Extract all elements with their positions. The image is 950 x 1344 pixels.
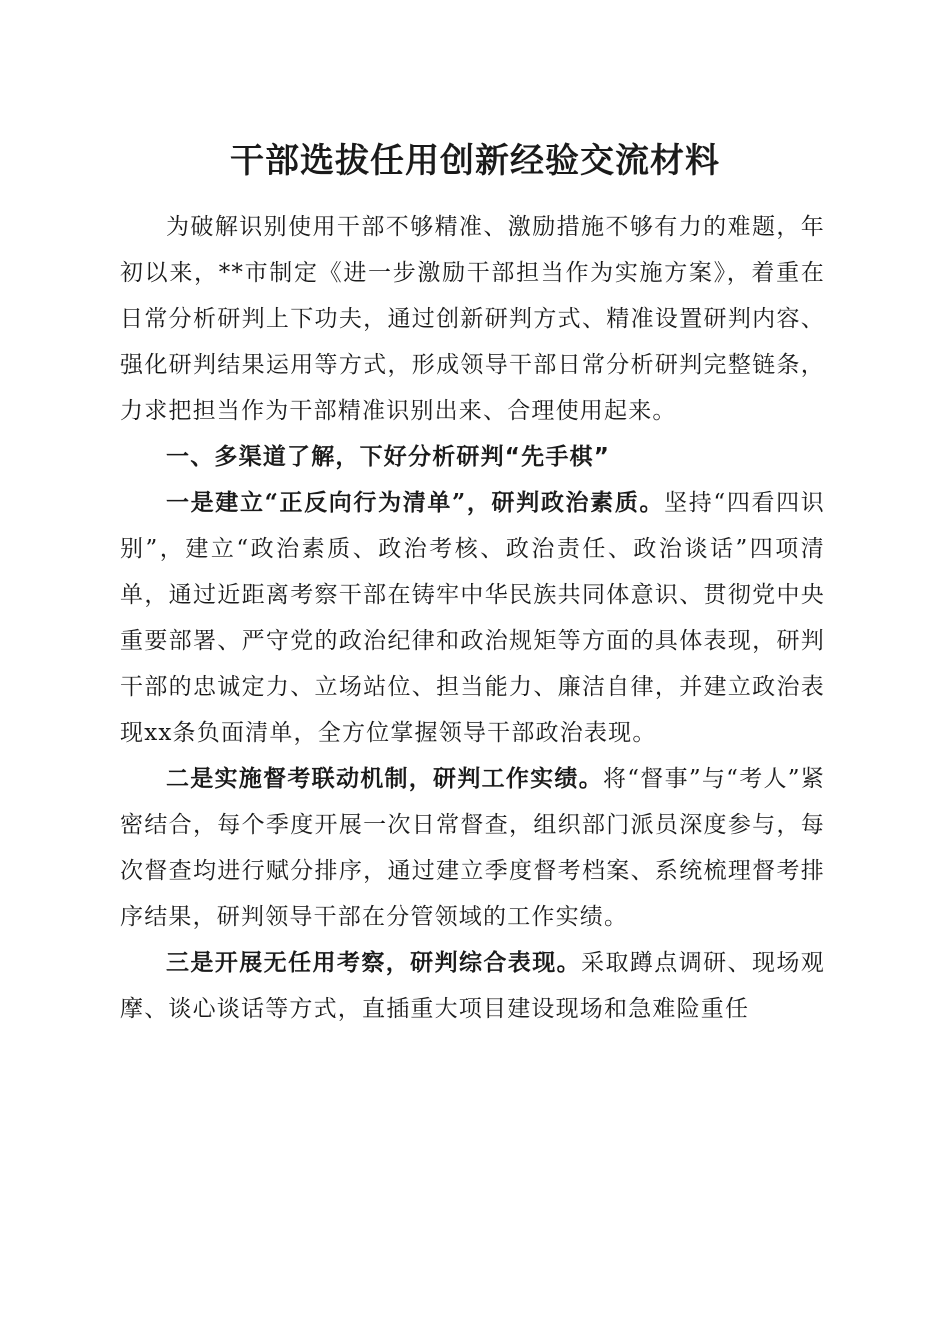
paragraph-2-text: 将“督事”与“考人”紧密结合，每个季度开展一次日常督查，组织部门派员深度参与，每次督查均进行赋分排序，通过建立季度督考档案、系统梳理督考排序结果，研判领导干部在分管领域的工作实绩。 xyxy=(120,766,826,930)
paragraph-3 xyxy=(120,940,825,1032)
paragraph-3-lead: 三是开展无任用考察，研判综合表现。 xyxy=(166,949,582,976)
paragraph-1-text: 坚持“四看四识别”，建立“政治素质、政治考核、政治责任、政治谈话”四项清单，通过近距离考察干部在铸牢中华民族共同体意识、贯彻党中央重要部署、严守党的政治纪律和政治规矩等方面的具体表现，研判干部的忠诚定力、立场站位、担当能力、廉洁自律，并建立政治表现xx条负面清单，全方位掌握领导干部政治表现。 xyxy=(120,490,825,746)
paragraph-1-lead: 一是建立“正反向行为清单”，研判政治素质。 xyxy=(166,489,665,516)
paragraph-1 xyxy=(120,480,825,756)
document-title: 干部选拔任用创新经验交流材料 xyxy=(230,141,720,181)
intro-paragraph: 为破解识别使用干部不够精准、激励措施不够有力的难题，年初以来，**市制定《进一步激励干部担当作为实施方案》，着重在日常分析研判上下功夫，通过创新研判方式、精准设置研判内容、强化研判结果运用等方式，形成领导干部日常分析研判完整链条，力求把担当作为干部精准识别出来、合理使用起来。 xyxy=(120,214,825,424)
section-heading: 一、多渠道了解，下好分析研判“先手棋” xyxy=(166,444,611,470)
paragraph-3-text: 采取蹲点调研、现场观摩、谈心谈话等方式，直插重大项目建设现场和急难险重任 xyxy=(120,950,825,1022)
paragraph-2-lead: 二是实施督考联动机制，研判工作实绩。 xyxy=(166,765,603,792)
document-body xyxy=(120,204,825,1032)
paragraph-2 xyxy=(120,756,825,940)
